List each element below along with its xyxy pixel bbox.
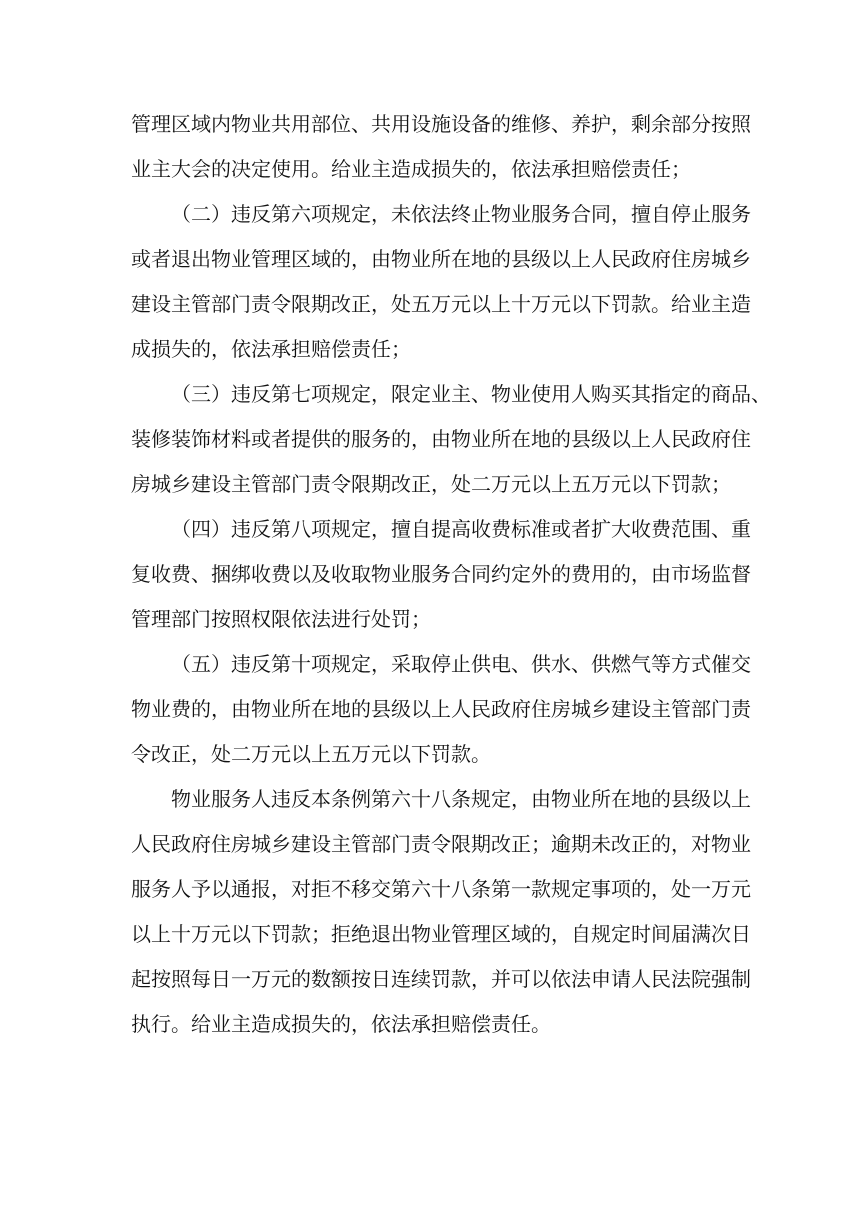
text-line: 起按照每日一万元的数额按日连续罚款，并可以依法申请人民法院强制 <box>131 967 751 991</box>
text-line: 装修装饰材料或者提供的服务的，由物业所在地的县级以上人民政府住 <box>131 427 751 451</box>
text-line: 业主大会的决定使用。给业主造成损失的，依法承担赔偿责任； <box>131 157 691 181</box>
text-line: 物业费的，由物业所在地的县级以上人民政府住房城乡建设主管部门责 <box>131 697 751 721</box>
text-line: 复收费、捆绑收费以及收取物业服务合同约定外的费用的，由市场监督 <box>131 562 751 586</box>
paragraph-first-line: （三）违反第七项规定，限定业主、物业使用人购买其指定的商品、 <box>171 382 771 406</box>
paragraph-first-line: （四）违反第八项规定，擅自提高收费标准或者扩大收费范围、重 <box>171 517 751 541</box>
paragraph-first-line: （五）违反第十项规定，采取停止供电、供水、供燃气等方式催交 <box>171 652 751 676</box>
text-line: 以上十万元以下罚款；拒绝退出物业管理区域的，自规定时间届满次日 <box>131 922 751 946</box>
paragraph-first-line: 物业服务人违反本条例第六十八条规定，由物业所在地的县级以上 <box>171 787 751 811</box>
text-line: 或者退出物业管理区域的，由物业所在地的县级以上人民政府住房城乡 <box>131 247 751 271</box>
text-line: 房城乡建设主管部门责令限期改正，处二万元以上五万元以下罚款； <box>131 472 731 496</box>
paragraph-first-line: （二）违反第六项规定，未依法终止物业服务合同，擅自停止服务 <box>171 202 751 226</box>
document-body <box>131 102 771 1047</box>
text-line: 服务人予以通报，对拒不移交第六十八条第一款规定事项的，处一万元 <box>131 877 751 901</box>
text-line: 成损失的，依法承担赔偿责任； <box>131 337 411 361</box>
text-line: 建设主管部门责令限期改正，处五万元以上十万元以下罚款。给业主造 <box>131 292 751 316</box>
text-line: 令改正，处二万元以上五万元以下罚款。 <box>131 742 491 766</box>
text-line: 管理区域内物业共用部位、共用设施设备的维修、养护，剩余部分按照 <box>131 112 751 136</box>
text-line: 执行。给业主造成损失的，依法承担赔偿责任。 <box>131 1012 551 1036</box>
text-line: 人民政府住房城乡建设主管部门责令限期改正；逾期未改正的，对物业 <box>131 832 751 856</box>
text-line: 管理部门按照权限依法进行处罚； <box>131 607 431 631</box>
